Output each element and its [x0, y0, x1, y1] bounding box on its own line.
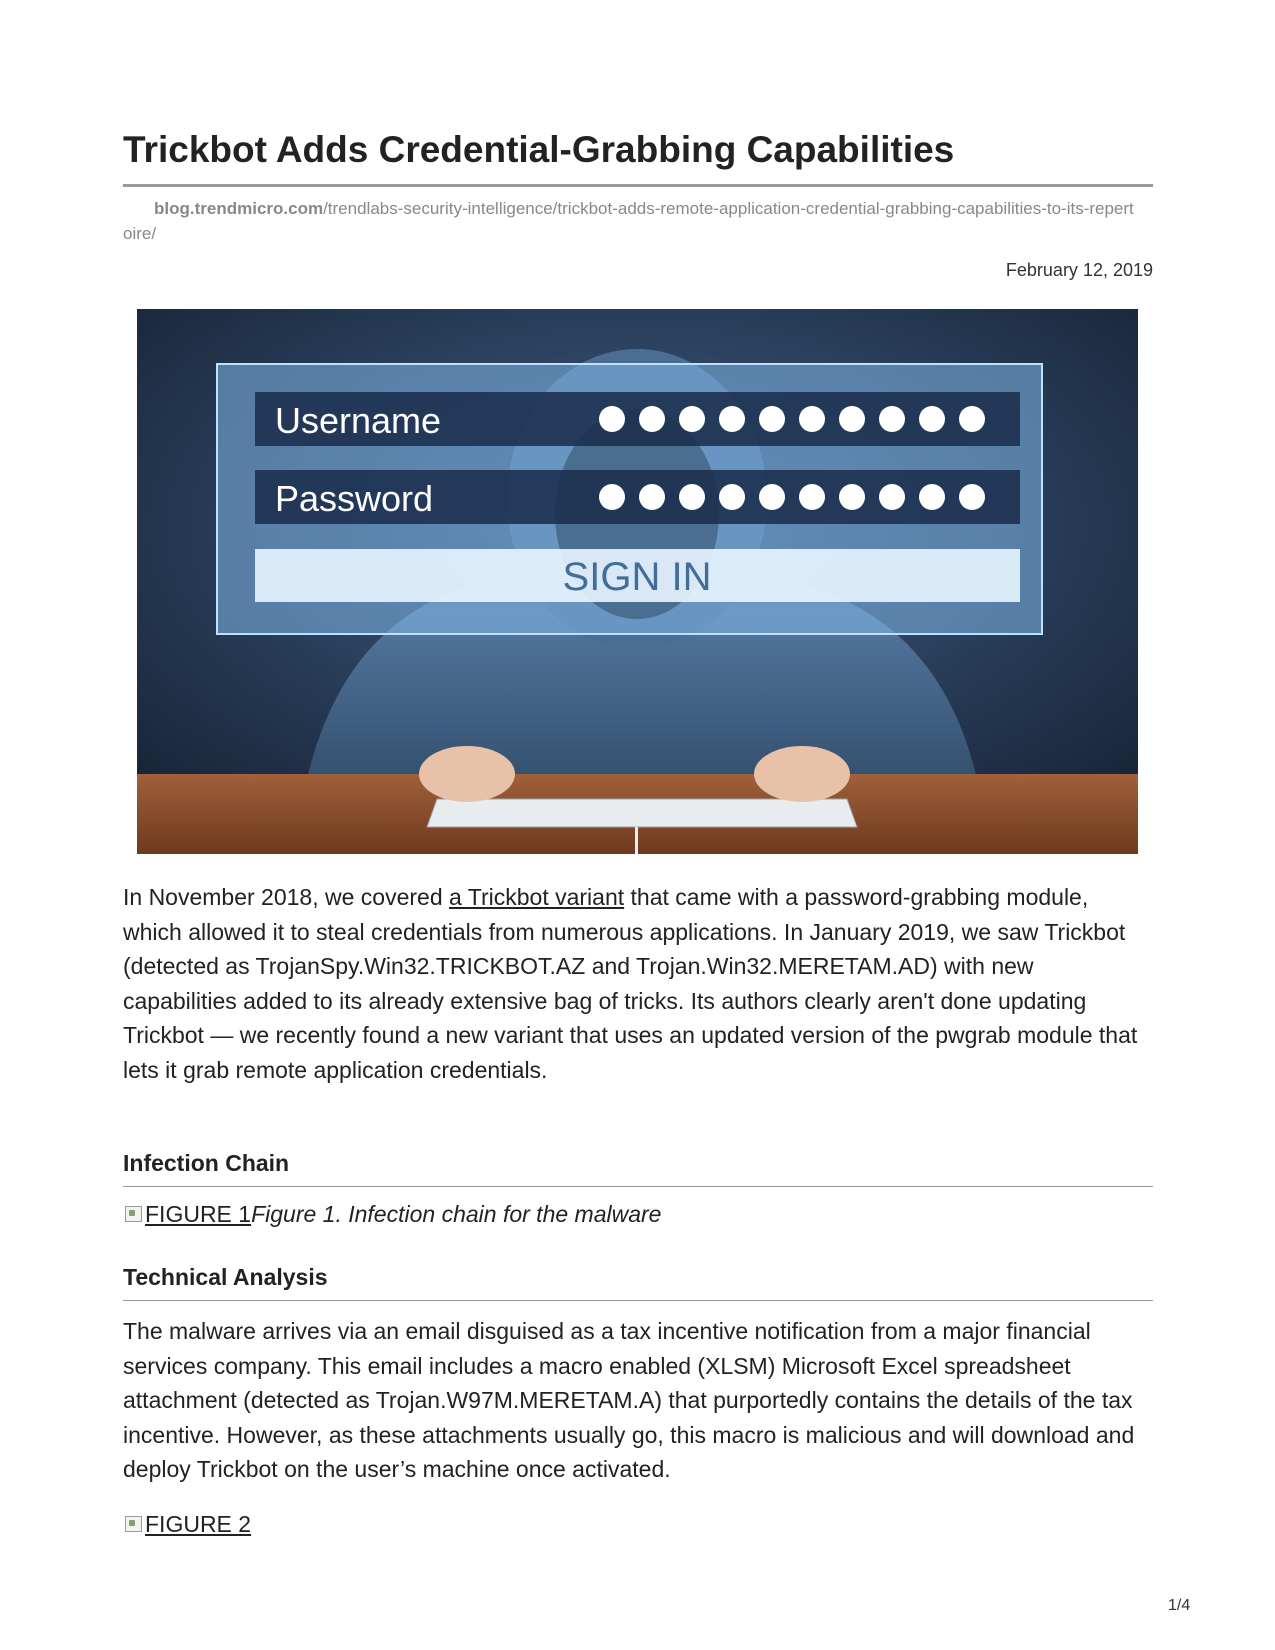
password-label: Password — [275, 478, 434, 519]
technical-analysis-paragraph: The malware arrives via an email disguised as a tax incentive notification from a major financial services company. This email includes a macro enabled (XLSM) Microsoft Excel spreadsheet attachment (detected as Trojan.W97M.MERETAM.A) that purportedly contains the details of the tax incentive. However, as these attachments usually go, this macro is malicious and will download and deploy Trickbot on the user’s machine once activated. — [123, 1318, 1135, 1482]
intro-text-end: that came with a password-grabbing module, which allowed it to steal credentials from numerous applications. In January 2019, we saw Trickbot (detected as TrojanSpy.Win32.TRICKBOT.AZ and Trojan.Win32.MERETAM.AD) with new capabilities added to its already extensive bag of tricks. Its authors clearly aren't done updating Trickbot — we recently found a new variant that uses an updated version of the pwgrab module that lets it grab remote application credentials. — [123, 884, 1138, 1083]
figure-1-link[interactable]: FIGURE 1 — [145, 1201, 252, 1227]
infection-chain-divider — [123, 1186, 1153, 1187]
article-title: Trickbot Adds Credential-Grabbing Capabilities — [123, 129, 955, 170]
publish-date: February 12, 2019 — [1005, 260, 1153, 280]
source-path: /trendlabs-security-intelligence/trickbot-adds-remote-application-credential-grabbing-capabilities-to-its-repertoire/ — [123, 199, 1134, 243]
username-label: Username — [275, 400, 442, 441]
broken-image-icon — [123, 1514, 145, 1534]
technical-analysis-divider — [123, 1300, 1153, 1301]
hero-image — [137, 309, 1138, 854]
figure-2-link[interactable]: FIGURE 2 — [145, 1511, 252, 1537]
signin-label: SIGN IN — [562, 555, 712, 599]
page-number: 1/4 — [1168, 1597, 1191, 1614]
title-divider — [123, 184, 1153, 187]
broken-image-icon — [123, 1204, 145, 1224]
source-domain: blog.trendmicro.com — [154, 199, 324, 218]
technical-analysis-heading: Technical Analysis — [123, 1264, 328, 1290]
figure-2 — [123, 1511, 251, 1538]
infection-chain-heading: Infection Chain — [123, 1150, 290, 1176]
figure-1-caption: Figure 1. Infection chain for the malware — [251, 1201, 662, 1227]
source-url[interactable] — [123, 196, 1143, 246]
intro-text-start: In November 2018, we covered — [123, 884, 450, 910]
trickbot-variant-link[interactable]: a Trickbot variant — [449, 884, 625, 910]
hero-illustration — [137, 309, 1138, 854]
intro-paragraph — [123, 880, 1153, 1087]
figure-1 — [123, 1201, 661, 1228]
